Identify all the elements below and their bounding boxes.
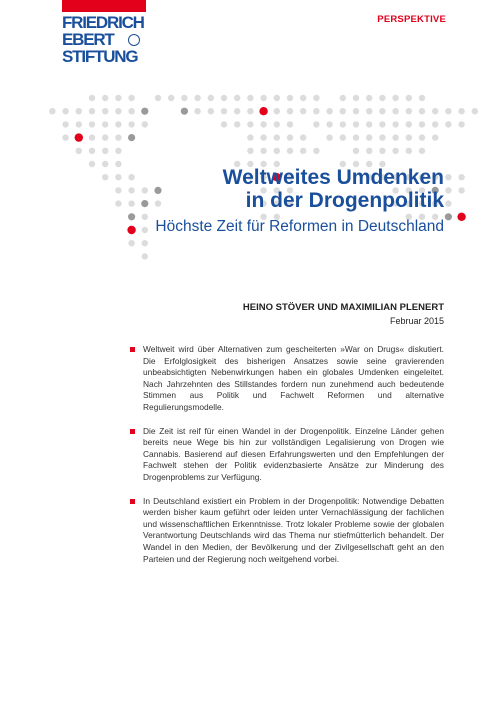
map-dot: [313, 95, 319, 101]
map-dot: [458, 187, 464, 193]
map-dot: [89, 161, 95, 167]
bullet-text: In Deutschland existiert ein Problem in der Drogenpolitik: Notwendige Debatten werden bisher kaum geführt oder leiden unter Vernachlässigung der fachlichen und wissenschaftlichen Erkenntnisse. Trotz lokaler Probleme sowie der globalen Verantwortung Deutschlands wird das Thema nur stiefmütterlich behandelt. Der Wandel in den Medien, der Bevölkerung und der Zivilgesellschaft geht an den Parteien und der Regierung noch weitgehend vorbei.: [143, 495, 444, 564]
map-dot: [326, 108, 332, 114]
map-dot: [287, 121, 293, 127]
map-dot: [142, 253, 148, 259]
map-dot: [154, 187, 161, 194]
map-dot: [406, 95, 412, 101]
map-dot: [445, 213, 452, 220]
map-dot: [102, 121, 108, 127]
map-dot: [419, 95, 425, 101]
map-dot: [128, 187, 134, 193]
map-dot-highlight: [75, 133, 83, 141]
logo-line-3: STIFTUNG: [62, 47, 138, 66]
bullet-text: Die Zeit ist reif für einen Wandel in der Drogenpolitik. Einzelne Länder gehen bereits neue Wege bis hin zur vollständigen Legalisierung von Drogen wie Cannabis. Basierend auf diesen Erfahrungswerten und den Empfehlungen der Fachwelt stehen der Politik evidenzbasierte Ansätze zur Minderung des Drogenproblems zur Verfügung.: [143, 425, 444, 482]
series-label: PERSPEKTIVE: [377, 14, 446, 25]
map-dot: [445, 187, 451, 193]
map-dot: [89, 134, 95, 140]
map-dot: [115, 108, 121, 114]
map-dot: [62, 134, 68, 140]
map-dot: [234, 95, 240, 101]
map-dot: [300, 108, 306, 114]
map-dot: [89, 121, 95, 127]
map-dot: [392, 134, 398, 140]
map-dot: [234, 108, 240, 114]
logo-line-2: EBERT: [62, 30, 114, 49]
map-dot: [194, 95, 200, 101]
map-dot: [260, 121, 266, 127]
map-dot: [366, 148, 372, 154]
map-dot: [142, 240, 148, 246]
map-dot: [142, 227, 148, 233]
map-dot: [208, 108, 214, 114]
map-dot: [234, 121, 240, 127]
map-dot: [102, 148, 108, 154]
map-dot: [260, 148, 266, 154]
map-dot: [326, 134, 332, 140]
map-dot: [340, 108, 346, 114]
map-dot: [115, 187, 121, 193]
map-dot: [274, 95, 280, 101]
map-dot: [406, 121, 412, 127]
map-dot: [353, 95, 359, 101]
map-dot: [300, 148, 306, 154]
map-dot: [128, 121, 134, 127]
map-dot: [274, 134, 280, 140]
map-dot: [432, 108, 438, 114]
map-dot: [260, 134, 266, 140]
map-dot: [89, 108, 95, 114]
map-dot: [115, 148, 121, 154]
map-dot: [419, 148, 425, 154]
map-dot: [340, 134, 346, 140]
map-dot: [432, 134, 438, 140]
map-dot: [419, 121, 425, 127]
map-dot: [142, 121, 148, 127]
map-dot: [76, 148, 82, 154]
map-dot: [89, 148, 95, 154]
map-dot: [155, 200, 161, 206]
map-dot: [247, 134, 253, 140]
map-dot: [115, 95, 121, 101]
map-dot: [313, 148, 319, 154]
map-dot: [128, 108, 134, 114]
map-dot: [274, 121, 280, 127]
map-dot: [62, 121, 68, 127]
map-dot: [168, 95, 174, 101]
map-dot: [353, 134, 359, 140]
map-dot: [115, 200, 121, 206]
map-dot: [326, 121, 332, 127]
map-dot: [392, 108, 398, 114]
map-dot: [366, 95, 372, 101]
map-dot: [102, 174, 108, 180]
map-dot: [128, 213, 135, 220]
map-dot: [458, 121, 464, 127]
map-dot: [102, 161, 108, 167]
map-dot: [115, 174, 121, 180]
map-dot: [155, 95, 161, 101]
map-dot: [128, 134, 135, 141]
map-dot: [221, 108, 227, 114]
map-dot: [221, 121, 227, 127]
logo-red-bar: [62, 0, 146, 12]
map-dot: [300, 134, 306, 140]
map-dot: [313, 108, 319, 114]
map-dot: [445, 108, 451, 114]
map-dot: [274, 108, 280, 114]
map-dot: [194, 108, 200, 114]
map-dot: [49, 108, 55, 114]
map-dot: [419, 108, 425, 114]
map-dot: [366, 121, 372, 127]
map-dot: [128, 240, 134, 246]
map-dot: [274, 148, 280, 154]
map-dot: [102, 108, 108, 114]
map-dot: [115, 121, 121, 127]
title-line-1: Weltweites Umdenken: [222, 166, 444, 189]
map-dot: [247, 148, 253, 154]
map-dot: [353, 148, 359, 154]
map-dot: [89, 95, 95, 101]
map-dot: [458, 108, 464, 114]
map-dot: [221, 95, 227, 101]
map-dot: [260, 95, 266, 101]
map-dot: [247, 95, 253, 101]
map-dot: [142, 187, 148, 193]
map-dot: [353, 108, 359, 114]
map-dot: [128, 174, 134, 180]
map-dot: [379, 134, 385, 140]
map-dot: [379, 148, 385, 154]
map-dot: [379, 121, 385, 127]
map-dot: [181, 95, 187, 101]
bullet-square-icon: [130, 429, 135, 434]
map-dot: [102, 134, 108, 140]
map-dot: [458, 174, 464, 180]
map-dot: [353, 121, 359, 127]
map-dot: [419, 134, 425, 140]
map-dot: [392, 121, 398, 127]
logo-line-1: FRIEDRICH: [62, 13, 144, 32]
map-dot: [406, 148, 412, 154]
map-dot: [379, 108, 385, 114]
page-title: [223, 166, 444, 212]
map-dot: [340, 95, 346, 101]
map-dot: [247, 121, 253, 127]
title-line-2: in der Drogenpolitik: [245, 189, 444, 212]
list-item: [130, 344, 444, 414]
map-dot: [115, 161, 121, 167]
map-dot: [141, 200, 148, 207]
map-dot-highlight: [127, 226, 135, 234]
bullet-square-icon: [130, 347, 135, 352]
map-dot: [76, 108, 82, 114]
list-item: [130, 426, 444, 484]
logo-globe-icon: [128, 34, 140, 46]
bullet-square-icon: [130, 499, 135, 504]
map-dot: [115, 134, 121, 140]
map-dot: [445, 121, 451, 127]
map-dot: [300, 95, 306, 101]
map-dot: [313, 121, 319, 127]
map-dot: [392, 95, 398, 101]
map-dot: [366, 134, 372, 140]
map-dot: [128, 200, 134, 206]
map-dot: [287, 95, 293, 101]
map-dot: [247, 108, 253, 114]
map-dot: [287, 148, 293, 154]
map-dot: [141, 108, 148, 115]
publication-date: Februar 2015: [389, 316, 444, 326]
bullet-text: Weltweit wird über Alternativen zum gescheiterten »War on Drugs« diskutiert. Die Erfolglosigkeit des bisherigen Ansatzes sowie seine gravierenden unbeabsichtigten Nebenwirkungen haben ein globales Umdenken eingeleitet. Nach Jahrzehnten des Stillstandes fordern nun zunehmend auch bedeutende Stimmen aus Politik und Fachwelt Reformen und alternative Regulierungsmodelle.: [143, 344, 444, 412]
map-dot: [406, 134, 412, 140]
authors: HEINO STÖVER UND MAXIMILIAN PLENERT: [242, 302, 444, 313]
map-dot-highlight: [457, 213, 465, 221]
map-dot: [379, 95, 385, 101]
map-dot: [340, 121, 346, 127]
map-dot: [432, 121, 438, 127]
map-dot-highlight: [259, 107, 267, 115]
map-dot: [102, 95, 108, 101]
map-dot: [366, 108, 372, 114]
map-dot: [76, 121, 82, 127]
map-dot: [142, 214, 148, 220]
map-dot: [406, 108, 412, 114]
map-dot: [62, 108, 68, 114]
list-item: [130, 496, 444, 566]
map-dot: [287, 108, 293, 114]
map-dot: [472, 108, 478, 114]
map-dot: [392, 148, 398, 154]
map-dot: [208, 95, 214, 101]
map-dot: [181, 108, 188, 115]
map-dot: [287, 134, 293, 140]
map-dot: [445, 174, 451, 180]
summary-bullets: [130, 344, 444, 577]
map-dot: [128, 95, 134, 101]
subtitle: Höchste Zeit für Reformen in Deutschland: [155, 218, 444, 235]
map-dot: [445, 200, 451, 206]
